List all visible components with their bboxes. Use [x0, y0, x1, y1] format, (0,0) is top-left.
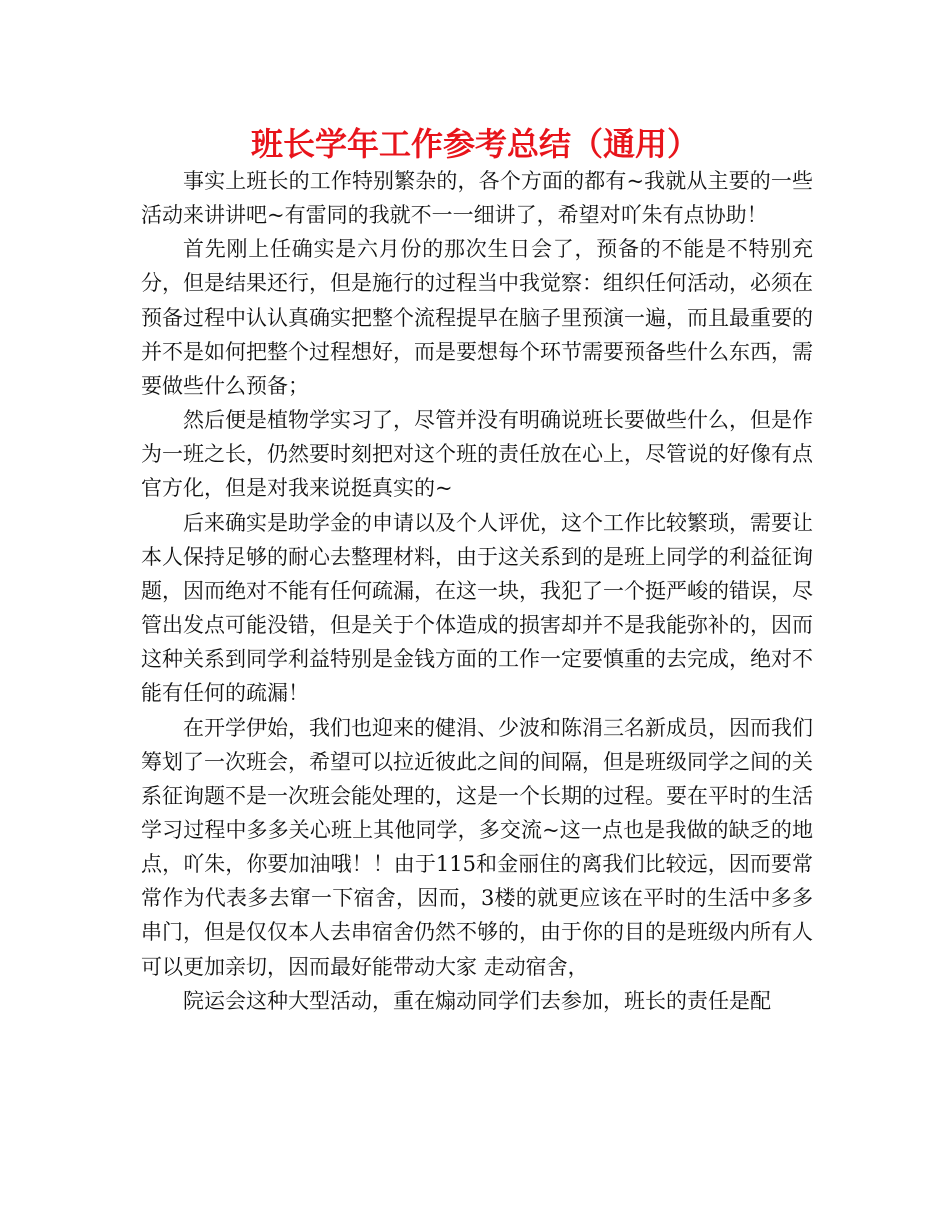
paragraph-6: 院运会这种大型活动，重在煽动同学们去参加，班长的责任是配: [183, 988, 771, 1013]
paragraph-2: 首先刚上任确实是六月份的那次生日会了，预备的不能是不特别充分，但是结果还行，但是施行的过程当中我觉察：组织任何活动，必须在预备过程中认认真确实把整个流程提早在脑子里预演一遍，而且最重要的并不是如何把整个过程想好，而是要想每个环节需要预备些什么东西，需要做些什么预备；: [141, 237, 813, 398]
paragraph-1: 事实上班长的工作特别繁杂的，各个方面的都有~我就从主要的一些活动来讲讲吧~有雷同的我就不一一细讲了，希望对吖朱有点协助！: [141, 169, 813, 228]
document-body: [141, 164, 813, 1018]
paragraph-4: 后来确实是助学金的申请以及个人评优，这个工作比较繁琐，需要让本人保持足够的耐心去整理材料，由于这关系到的是班上同学的利益征询题，因而绝对不能有任何疏漏，在这一块，我犯了一个挺严峻的错误，尽管出发点可能没错，但是关于个体造成的损害却并不是我能弥补的，因而这种关系到同学利益特别是金钱方面的工作一定要慎重的去完成，绝对不能有任何的疏漏！: [141, 510, 813, 706]
document-title: 班长学年工作参考总结（通用）: [250, 125, 699, 163]
paragraph-5: 在开学伊始，我们也迎来的健涓、少波和陈涓三名新成员，因而我们筹划了一次班会，希望可以拉近彼此之间的间隔，但是班级同学之间的关系征询题不是一次班会能处理的，这是一个长期的过程。要在平时的生活学习过程中多多关心班上其他同学，多交流~这一点也是我做的缺乏的地点，吖朱，你要加油哦！！由于115和金丽住的离我们比较远，因而要常常作为代表多去窜一下宿舍，因而，3楼的就更应该在平时的生活中多多串门，但是仅仅本人去串宿舍仍然不够的，由于你的目的是班级内所有人可以更加亲切，因而最好能带动大家 走动宿舍，: [141, 715, 813, 979]
paragraph-3: 然后便是植物学实习了，尽管并没有明确说班长要做些什么，但是作为一班之长，仍然要时刻把对这个班的责任放在心上，尽管说的好像有点官方化，但是对我来说挺真实的~: [141, 408, 813, 501]
